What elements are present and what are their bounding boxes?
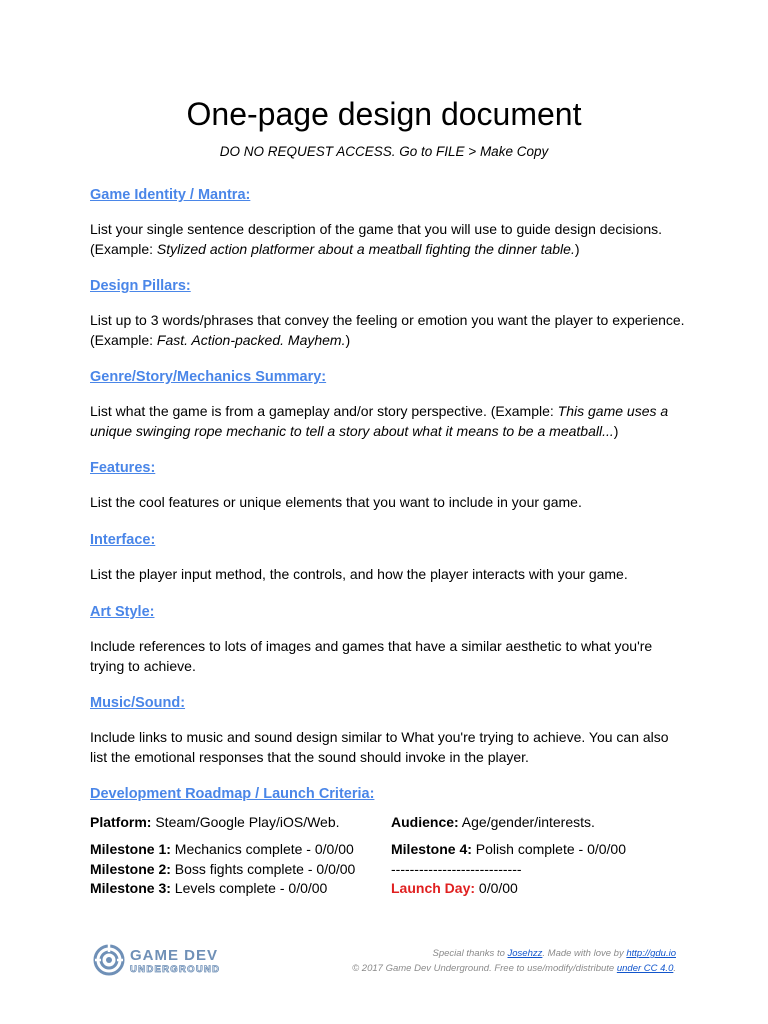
- body-line: [90, 311, 690, 331]
- roadmap-divider: ----------------------------: [391, 860, 522, 877]
- body-text: list the emotional responses that the sound should invoke in the player.: [90, 748, 529, 765]
- body-line: [90, 657, 690, 677]
- milestone-value: Boss fights complete - 0/0/00: [170, 860, 356, 877]
- body-line: [90, 402, 690, 422]
- body-text: List your single sentence description of the game that you will use to guide design decisions.: [90, 221, 663, 237]
- milestone-value: Mechanics complete - 0/0/00: [170, 841, 354, 857]
- milestone-label: Milestone 2:: [90, 860, 171, 877]
- section-body: [90, 493, 690, 513]
- body-text: (Example:: [90, 240, 157, 257]
- credits-text: Special thanks to: [432, 948, 508, 959]
- milestone-1: [90, 840, 354, 860]
- section-body: [90, 637, 690, 676]
- body-line: [90, 331, 690, 351]
- credit-author-link[interactable]: Josehzz: [507, 948, 543, 959]
- platform-label: Platform:: [90, 814, 152, 830]
- body-text: unique swinging rope mechanic to tell a story about what it means to be a meatball...: [90, 422, 614, 439]
- site-link[interactable]: http://gdu.io: [626, 948, 676, 959]
- audience-label: Audience:: [391, 814, 459, 830]
- section-body: [90, 311, 690, 350]
- section-body: [90, 728, 690, 767]
- copyright-text: © 2017 Game Dev Underground. Free to use/modify/distribute: [352, 963, 617, 974]
- milestone-4: [391, 840, 626, 860]
- credits-text: . Made with love by: [542, 948, 627, 959]
- body-text: ): [345, 331, 351, 348]
- section-heading[interactable]: Game Identity / Mantra:: [90, 187, 251, 203]
- page-subtitle: DO NO REQUEST ACCESS. Go to FILE > Make Copy: [219, 144, 549, 159]
- launch-day: [391, 879, 518, 899]
- body-text: Include references to lots of images and games that have a similar aesthetic to what you're: [90, 638, 653, 654]
- credits-text: .: [673, 963, 676, 974]
- milestone-label: Milestone 4:: [391, 841, 472, 857]
- section: [90, 368, 690, 441]
- section: [90, 186, 690, 259]
- body-line: [90, 748, 690, 768]
- license-link[interactable]: under CC 4.0: [616, 963, 674, 974]
- footer: [92, 938, 682, 982]
- body-line: [90, 220, 690, 240]
- body-text: Include links to music and sound design similar to What you're trying to achieve. You can also: [90, 729, 669, 745]
- game-dev-underground-logo: [92, 942, 242, 978]
- logo-subtext: UNDERGROUND: [130, 964, 221, 975]
- section: [90, 531, 690, 585]
- launch-day-label: Launch Day:: [391, 880, 476, 896]
- audience-field: [391, 813, 595, 833]
- section-heading[interactable]: Development Roadmap / Launch Criteria:: [90, 786, 375, 802]
- body-text: (Example:: [90, 331, 157, 348]
- section-heading[interactable]: Music/Sound:: [90, 695, 186, 711]
- logo-mark-icon: [95, 944, 123, 974]
- milestone-3: [90, 879, 327, 899]
- section-heading[interactable]: Interface:: [90, 532, 156, 548]
- body-line: [90, 493, 690, 513]
- body-line: [90, 728, 690, 748]
- section: [90, 603, 690, 676]
- credits: [352, 946, 676, 976]
- body-text: List what the game is from a gameplay and/or story perspective. (Example:: [90, 403, 558, 419]
- credits-line-2: [352, 961, 676, 976]
- section-body: [90, 220, 690, 259]
- milestone-value: Levels complete - 0/0/00: [170, 880, 328, 896]
- body-text: Fast. Action-packed. Mayhem.: [156, 331, 346, 348]
- body-line: [90, 637, 690, 657]
- credits-line-1: [352, 946, 676, 961]
- section-heading[interactable]: Design Pillars:: [90, 278, 191, 294]
- section-heading[interactable]: Art Style:: [90, 604, 155, 620]
- body-text: This game uses a: [557, 403, 669, 419]
- audience-value: Age/gender/interests.: [458, 814, 595, 830]
- section: [90, 459, 690, 513]
- body-text: ): [574, 240, 580, 257]
- section: [90, 277, 690, 350]
- page-title: One-page design document: [186, 96, 582, 132]
- milestone-label: Milestone 1:: [90, 841, 171, 857]
- launch-day-value: 0/0/00: [475, 880, 518, 896]
- body-line: [90, 565, 690, 585]
- milestone-value: Polish complete - 0/0/00: [471, 841, 626, 857]
- logo-text: GAME DEV: [130, 947, 219, 964]
- section-heading[interactable]: Genre/Story/Mechanics Summary:: [90, 369, 327, 385]
- body-line: [90, 240, 690, 260]
- milestone-2: [90, 860, 355, 880]
- body-text: trying to achieve.: [90, 657, 196, 674]
- body-text: List up to 3 words/phrases that convey the feeling or emotion you want the player to experience.: [90, 312, 685, 328]
- roadmap-section: [90, 785, 690, 803]
- body-text: ): [613, 422, 619, 439]
- section-body: [90, 565, 690, 585]
- section-body: [90, 402, 690, 441]
- section-heading[interactable]: Features:: [90, 460, 156, 476]
- body-text: Stylized action platformer about a meatball fighting the dinner table.: [156, 240, 575, 257]
- section: [90, 694, 690, 767]
- body-text: List the player input method, the controls, and how the player interacts with your game.: [90, 566, 628, 582]
- body-text: List the cool features or unique elements that you want to include in your game.: [90, 494, 582, 510]
- platform-field: [90, 813, 340, 833]
- milestone-label: Milestone 3:: [90, 880, 171, 896]
- body-line: [90, 422, 690, 442]
- platform-value: Steam/Google Play/iOS/Web.: [151, 814, 340, 830]
